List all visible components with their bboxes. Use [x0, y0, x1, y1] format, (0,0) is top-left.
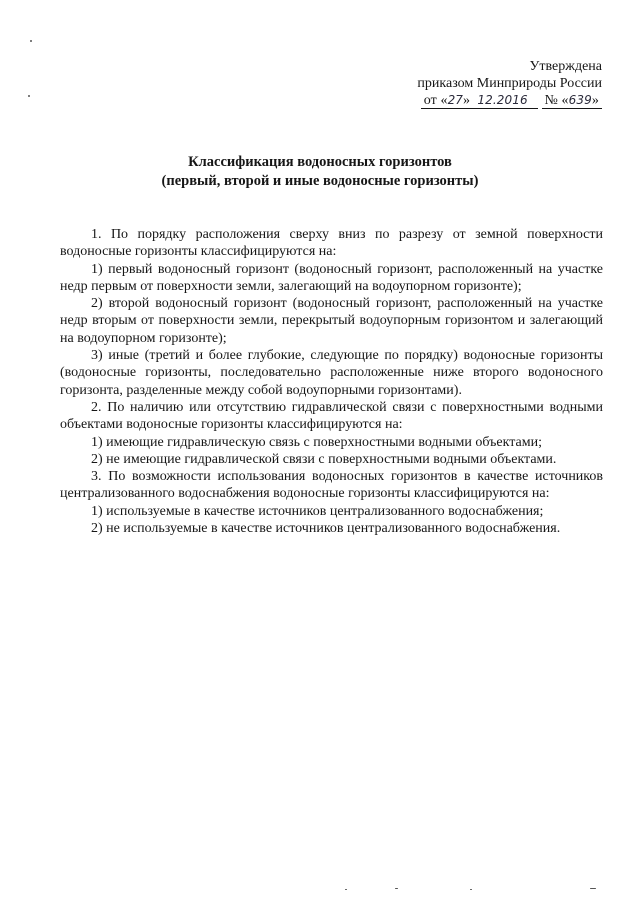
paragraph-2-item-2: 2) не имеющие гидравлической связи с поверхностными водными объектами. [91, 451, 557, 467]
title-line-2: (первый, второй и иные водоносные горизонты) [161, 173, 479, 189]
handwritten-number: 639 [568, 93, 592, 107]
paragraph-1-item-1: 1) первый водоносный горизонт (водоносный горизонт, расположенный на участке недр первым от поверхности земли, залегающий на водоупорном горизонте); [60, 261, 603, 294]
paragraph-1-item-3: 3) иные (третий и более глубокие, следующие по порядку) водоносные горизонты (водоносные горизонты, последовательно расположенные ниже второго водоносного горизонта, разделенные между собой водоупорными горизонтами). [60, 348, 603, 398]
scan-speck [28, 95, 30, 97]
approval-line-date-number [417, 92, 602, 109]
handwritten-day: 27 [447, 93, 464, 107]
paragraph-3: 3. По возможности использования водоносных горизонтов в качестве источников централизованного водоснабжения водоносные горизонты классифицируются на: [60, 469, 603, 502]
paragraph-3-item-1: 1) используемые в качестве источников централизованного водоснабжения; [91, 503, 544, 519]
approval-date-field: от «27» 12.2016 [421, 93, 538, 109]
approval-line-order: приказом Минприроды России [417, 76, 602, 91]
paragraph-1-item-2: 2) второй водоносный горизонт (водоносный горизонт, расположенный на участке недр вторым от поверхности земли, перекрытый водоупорным горизонтом и залегающий на водоупорном горизонте); [60, 296, 603, 346]
approval-block [417, 58, 602, 109]
scan-speck [470, 889, 472, 890]
scan-speck [345, 889, 347, 890]
paragraph-2: 2. По наличию или отсутствию гидравлической связи с поверхностными водными объектами водоносные горизонты классифицируются на: [60, 399, 603, 433]
paragraph-2-item-1: 1) имеющие гидравлическую связь с поверхностными водными объектами; [91, 434, 542, 450]
paragraph-1: 1. По порядку расположения сверху вниз по разрезу от земной поверхности водоносные горизонты классифицируются на: [60, 227, 603, 260]
scan-speck [395, 888, 398, 889]
approval-line-approved: Утверждена [529, 59, 602, 74]
title-line-1: Классификация водоносных горизонтов [188, 154, 452, 170]
handwritten-month-year: 12.2016 [477, 93, 528, 107]
paragraph-3-item-2: 2) не используемые в качестве источников централизованного водоснабжения. [91, 521, 561, 537]
document-body [60, 226, 603, 537]
document-title [0, 153, 640, 191]
scan-speck [30, 40, 32, 42]
approval-number-field: № «639» [542, 93, 603, 109]
scan-speck [590, 888, 596, 889]
